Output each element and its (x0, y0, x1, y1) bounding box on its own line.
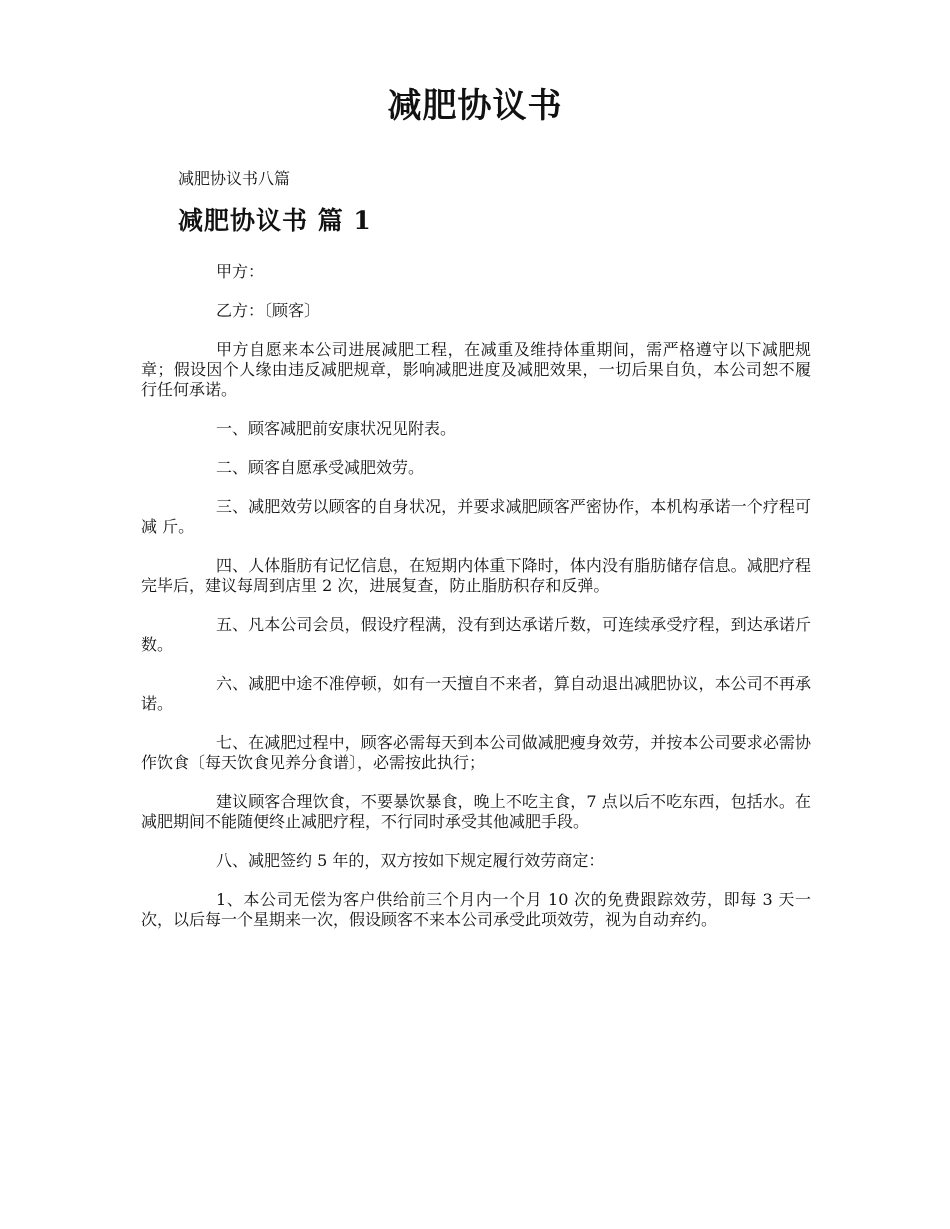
section-heading: 减肥协议书 篇 1 (178, 206, 372, 235)
clause-2: 二、顾客自愿承受减肥效劳。 (216, 458, 425, 477)
diet-advice: 建议顾客合理饮食，不要暴饮暴食，晚上不吃主食，7 点以后不吃东西，包括水。在减肥期间不能随便终止减肥疗程，不行同时承受其他减肥手段。 (141, 792, 811, 831)
clause-3: 三、减肥效劳以顾客的自身状况，并要求减肥顾客严密协作，本机构承诺一个疗程可减 斤。 (141, 497, 811, 536)
document-subtitle: 减肥协议书八篇 (178, 169, 291, 188)
clause-4: 四、人体脂肪有记忆信息，在短期内体重下降时，体内没有脂肪储存信息。减肥疗程完毕后，建议每周到店里 2 次，进展复查，防止脂肪积存和反弹。 (141, 556, 811, 595)
document-title: 减肥协议书 (387, 86, 563, 126)
clause-7: 七、在减肥过程中，顾客必需每天到本公司做减肥瘦身效劳，并按本公司要求必需协作饮食〔每天饮食见养分食谱〕，必需按此执行； (141, 733, 811, 772)
party-b-line: 乙方：〔顾客〕 (216, 301, 321, 320)
clause-8: 八、减肥签约 5 年的，双方按如下规定履行效劳商定： (216, 851, 605, 870)
intro-paragraph: 甲方自愿来本公司进展减肥工程，在减重及维持体重期间，需严格遵守以下减肥规章；假设因个人缘由违反减肥规章，影响减肥进度及减肥效果，一切后果自负，本公司恕不履行任何承诺。 (141, 340, 811, 399)
clause-1: 一、顾客减肥前安康状况见附表。 (216, 419, 457, 438)
clause-5: 五、凡本公司会员，假设疗程满，没有到达承诺斤数，可连续承受疗程，到达承诺斤数。 (141, 615, 811, 654)
document-body (141, 262, 811, 949)
clause-8-item-1: 1、本公司无偿为客户供给前三个月内一个月 10 次的免费跟踪效劳，即每 3 天一次，以后每一个星期来一次，假设顾客不来本公司承受此项效劳，视为自动弃约。 (141, 890, 811, 929)
clause-6: 六、减肥中途不准停顿，如有一天擅自不来者，算自动退出减肥协议，本公司不再承诺。 (141, 674, 811, 713)
party-a-line: 甲方： (216, 262, 265, 281)
